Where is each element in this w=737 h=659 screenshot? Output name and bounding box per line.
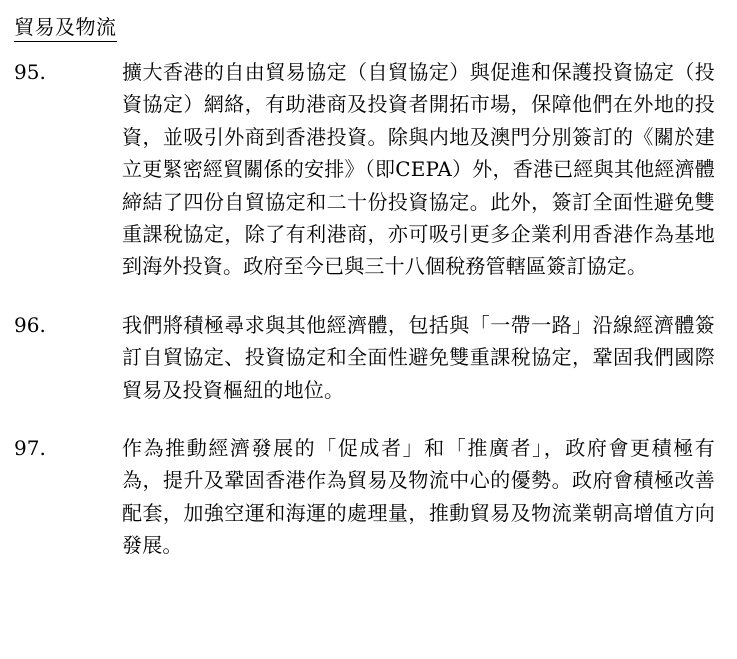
paragraph-97 [14,432,715,562]
paragraph-96 [14,309,715,406]
paragraph-number: 96. [14,312,46,337]
paragraph-text: 作為推動經濟發展的「促成者」和「推廣者」，政府會更積極有為，提升及鞏固香港作為貿易及物流中心的優勢。政府會積極改善配套，加強空運和海運的處理量，推動貿易及物流業朝高增值方向發展。 [122,435,715,558]
paragraph-number: 95. [14,60,46,84]
section-heading: 貿易及物流 [14,14,117,42]
paragraph-number: 97. [14,435,46,460]
paragraph-95 [14,56,715,283]
paragraph-text: 擴大香港的自由貿易協定（自貿協定）與促進和保護投資協定（投資協定）網絡，有助港商及投資者開拓市場，保障他們在外地的投資，並吸引外商到香港投資。除與内地及澳門分別簽訂的《關於建立更緊密經貿關係的安排》（即CEPA）外，香港已經與其他經濟體締結了四份自貿協定和二十份投資協定。此外，簽訂全面性避免雙重課稅協定，除了有利港商，亦可吸引更多企業利用香港作為基地到海外投資。政府至今已與三十八個稅務管轄區簽訂協定。 [122,60,715,279]
paragraph-text: 我們將積極尋求與其他經濟體，包括與「一帶一路」沿線經濟體簽訂自貿協定、投資協定和全面性避免雙重課稅協定，鞏固我們國際貿易及投資樞紐的地位。 [122,312,715,402]
